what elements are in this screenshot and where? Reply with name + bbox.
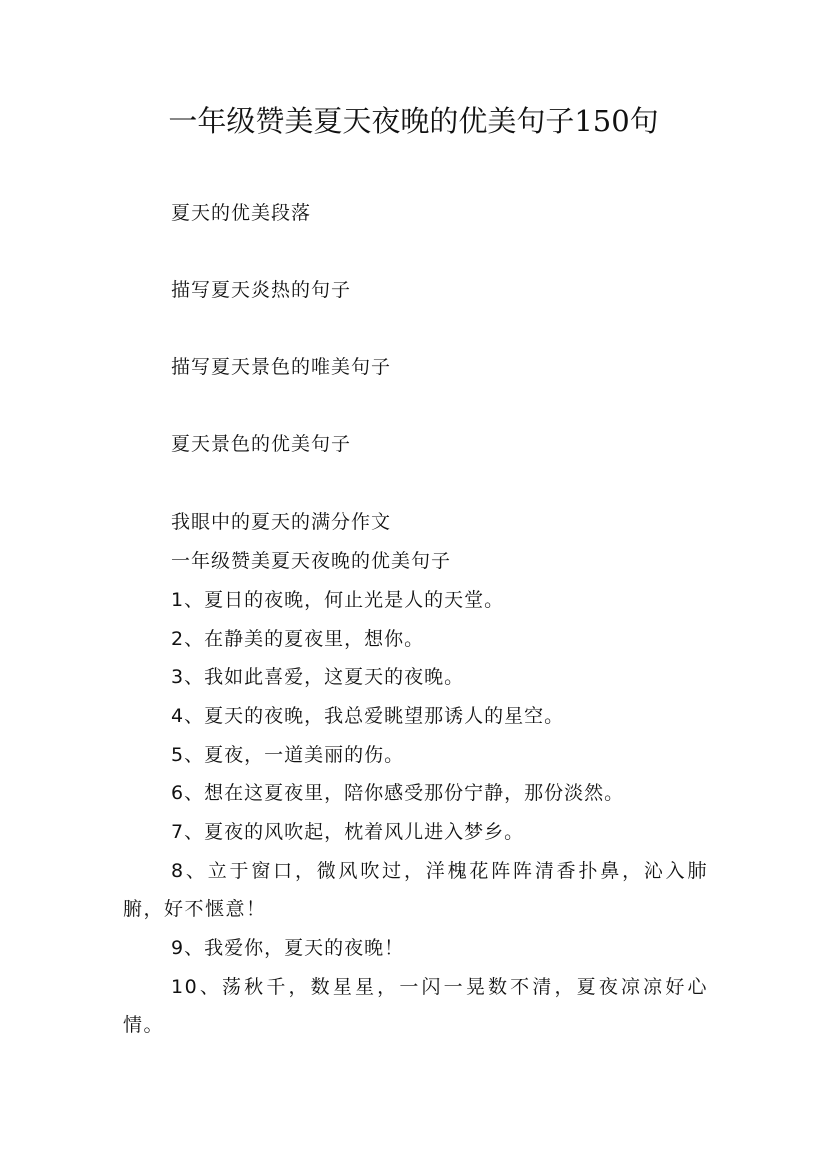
related-link-3[interactable]: 描写夏天景色的唯美句子	[171, 356, 392, 378]
related-link-2[interactable]: 描写夏天炎热的句子	[171, 279, 352, 301]
sentence-item: 10、荡秋千，数星星，一闪一晃数不清，夏夜凉凉好心情。	[123, 976, 708, 1036]
sentence-item: 7、夏夜的风吹起，枕着风儿进入梦乡。	[171, 821, 525, 843]
related-link-1[interactable]: 夏天的优美段落	[171, 202, 312, 224]
sentence-item: 6、想在这夏夜里，陪你感受那份宁静，那份淡然。	[171, 782, 625, 804]
sentence-item: 1、夏日的夜晚，何止光是人的天堂。	[171, 589, 505, 611]
sentence-item: 8、立于窗口，微风吹过，洋槐花阵阵清香扑鼻，沁入肺腑，好不惬意！	[123, 860, 708, 920]
related-link-5[interactable]: 我眼中的夏天的满分作文	[171, 511, 392, 533]
sentence-item: 9、我爱你，夏天的夜晚！	[171, 937, 405, 959]
sentence-item: 4、夏天的夜晚，我总爱眺望那诱人的星空。	[171, 705, 565, 727]
sentence-item: 2、在静美的夏夜里，想你。	[171, 628, 425, 650]
section-subtitle: 一年级赞美夏天夜晚的优美句子	[171, 550, 452, 572]
sentence-item: 3、我如此喜爱，这夏天的夜晚。	[171, 666, 465, 688]
related-link-4[interactable]: 夏天景色的优美句子	[171, 433, 352, 455]
document-title: 一年级赞美夏天夜晚的优美句子150句	[168, 104, 659, 138]
sentence-item: 5、夏夜，一道美丽的伤。	[171, 744, 405, 766]
